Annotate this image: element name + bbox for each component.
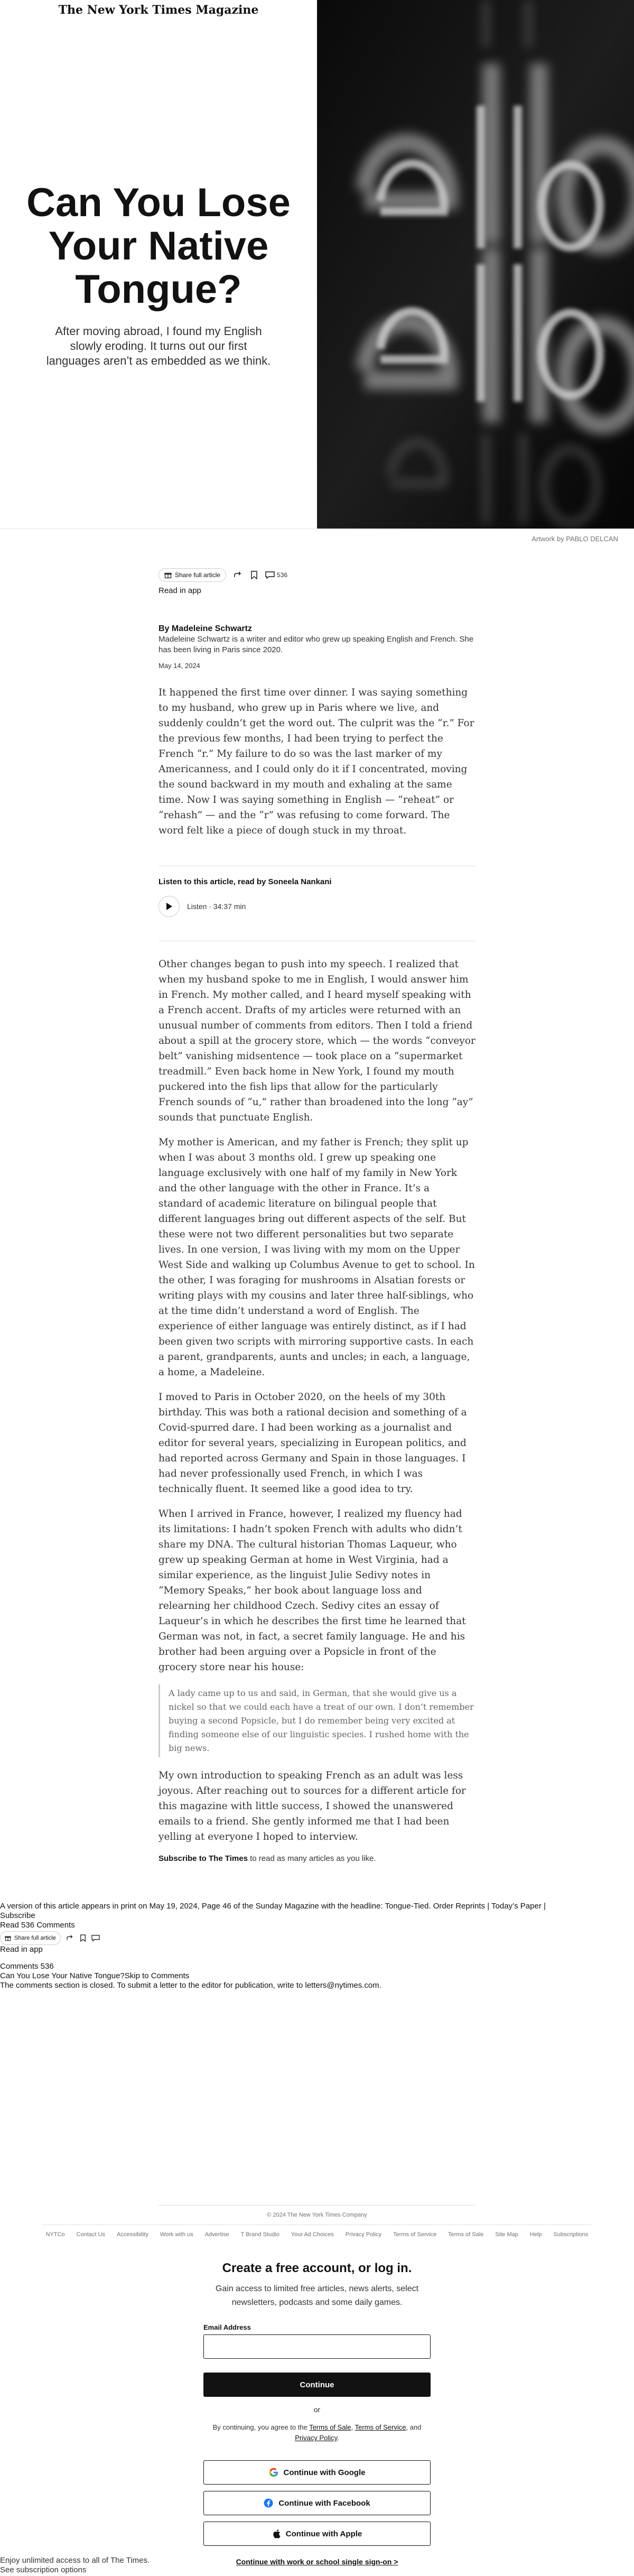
art-credit: Artwork by PABLO DELCAN [532,535,618,543]
footer-link[interactable]: Subscriptions [553,2231,589,2238]
footer-link[interactable]: Privacy Policy [345,2231,382,2238]
share-full-article-button[interactable] [0,1931,61,1945]
email-field[interactable] [203,2334,431,2359]
separator: | [541,1902,546,1911]
or-separator: or [313,2405,321,2414]
continue-with-facebook-button[interactable] [203,2491,431,2515]
separator: | [485,1902,492,1911]
footer-link[interactable]: T Brand Studio [240,2231,279,2238]
apple-icon [272,2529,281,2538]
google-label: Continue with Google [283,2468,366,2477]
hero-artwork-image [317,0,634,529]
share-full-article-label: Share full article [14,1935,56,1941]
facebook-icon [264,2498,273,2508]
masthead-logo[interactable]: The New York Times Magazine [58,3,259,17]
and-text: , and [406,2423,422,2431]
continue-with-google-button[interactable] [203,2460,431,2485]
intro [158,685,476,848]
footer-link[interactable]: Work with us [160,2231,193,2238]
paragraph: My mother is American, and my father is French; they split up when I was about 3 months old. I grew up speaking one language exclusively with one half of my family in New York and the other language with the other in France. It’s a standard of academic literature on bilingual people that different languages bring out different aspects of the self. But these were not two different personalities but two separate lives. In one version, I was living with my mom on the Upper West Side and walking up Columbus Avenue to get to school. In the other, I was foraging for mushrooms in Alsatian forests or writing plays with my cousins and later three half-siblings, who at the time didn’t understand a word of English. The experience of either language was entirely distinct, as if I had been given two scripts with mirroring supportive casts. In each a parent, grandparents, aunts and uncles; in each, a language, a home, a Madeleine. [158,1137,475,1378]
paragraph: I moved to Paris in October 2020, on the heels of my 30th birthday. This was both a rational decision and something of a Covid-spurred dare. I had been working as a journalist and editor for several years, specializing in European politics, and had reported across Germany and Spain in those languages. I had never professionally used French, in which I was technically fluent. It seemed like a good idea to try. [158,1392,467,1495]
subscribe-link[interactable]: Subscribe [0,1911,35,1920]
comments-heading: Comments 536 [0,1962,54,1971]
order-reprints-link[interactable]: Order Reprints [433,1902,486,1911]
play-icon [165,902,173,911]
article-title-link[interactable]: Can You Lose Your Native Tongue? [0,1971,125,1980]
privacy-policy-link[interactable]: Privacy Policy [295,2434,338,2442]
apple-label: Continue with Apple [285,2529,362,2538]
byline [158,624,476,671]
paragraph: It happened the first time over dinner. I was saying something to my husband, who grew up in Paris where we live, and suddenly couldn’t get the word out. The culprit was the “r.” For the previous few months, I had been trying to perfect the French “r.” My failure to do so was the last marker of my Americanness, and I could only do it if I concentrated, moving the sound backward in my mouth and exhaling at the same time. Now I was saying something in English — “reheat” or “rehash” — and the “r” was refusing to come forward. The word felt like a piece of dough stuck in my throat. [158,687,474,836]
footer-link[interactable]: Terms of Service [393,2231,437,2238]
footer-divider [158,2205,476,2206]
article-body [158,957,476,1863]
bookmark-icon[interactable] [80,1934,86,1942]
footer-link[interactable]: Your Ad Choices [291,2231,334,2238]
read-in-app-link[interactable]: Read in app [158,586,201,595]
continue-button[interactable]: Continue [203,2373,431,2397]
share-icon [234,571,243,579]
terms-prefix: By continuing, you agree to the [212,2423,310,2431]
skip-to-comments-link[interactable]: Skip to Comments [124,1971,190,1980]
comments-closed-text: The comments section is closed. To submit a letter to the editor for publication, write to [0,1981,305,1990]
footer-link[interactable]: Accessibility [117,2231,148,2238]
footer-links [0,2231,634,2238]
subscription-options-link[interactable]: See subscription options [0,2565,87,2574]
period: . [379,1981,381,1990]
save-button[interactable] [250,571,258,579]
login-subtitle: Gain access to limited free articles, news alerts, select newsletters, podcasts and some daily games. [215,2284,419,2307]
footer-link[interactable]: Help [529,2231,542,2238]
share-icon[interactable] [66,1934,74,1942]
comment-icon[interactable] [91,1934,100,1942]
author-name[interactable]: By Madeleine Schwartz [158,624,252,633]
subscribe-line [158,1854,476,1863]
share-button[interactable] [234,571,243,579]
gift-icon [164,571,172,579]
email-label: Email Address [203,2323,251,2331]
read-comments-link[interactable]: Read 536 Comments [0,1921,75,1930]
publish-date: May 14, 2024 [158,662,200,670]
comma: , [351,2423,355,2431]
paragraph: My own introduction to speaking French as an adult was less joyous. After reaching out to sources for a different article for this magazine with little success, I showed the unanswered emails to a friend. She gently informed me that I had been yelling at everyone I hoped to interview. [158,1770,466,1842]
copyright: © 2024 The New York Times Company [267,2212,367,2218]
subscription-offer [0,2556,150,2575]
period: . [337,2434,339,2442]
footer-link[interactable]: NYTCo [45,2231,65,2238]
article-toolbar [158,568,476,595]
comment-icon [265,571,275,579]
audio-player [158,877,476,917]
letters-email-link[interactable]: letters@nytimes.com [305,1981,379,1990]
headline: Can You Lose Your Native Tongue? [26,180,291,312]
audio-title: Listen to this article, read by Soneela Nankani [158,877,332,886]
terms-text [203,2422,431,2443]
subscribe-line-text: to read as many articles as you like. [247,1854,376,1863]
hero-artwork [317,0,634,529]
footer-link[interactable]: Terms of Sale [448,2231,484,2238]
footer-link[interactable]: Site Map [495,2231,518,2238]
todays-paper-link[interactable]: Today’s Paper [491,1902,542,1911]
facebook-label: Continue with Facebook [278,2498,370,2508]
comments-button[interactable] [265,571,287,579]
subscribe-link[interactable]: Subscribe to The Times [158,1854,248,1863]
paragraph: When I arrived in France, however, I realized my fluency had its limitations: I hadn’t spoken French with adults who didn’t share my DNA. The cultural historian Thomas Laqueur, who grew up speaking German at home in West Virginia, had a similar experience, as the linguist Julie Sedivy notes in “Memory Speaks,” her book about language loss and relearning her childhood Czech. Sedivy cites an essay of Laqueur’s in which he describes the first time he learned that German was not, in fact, a secret family language. He and his brother had been arguing over a Popsicle in front of the grocery store near his house: [158,1508,466,1673]
share-full-article-button[interactable] [158,568,226,582]
footer-link[interactable]: Contact Us [76,2231,106,2238]
site-footer [0,2205,634,2238]
gift-icon [5,1935,11,1941]
share-full-article-label: Share full article [175,571,221,579]
print-info-text: A version of this article appears in print on May 19, 2024, Page 46 of the Sunday Magazine with the headline: Tongue-Tied. [0,1902,431,1911]
print-info [0,1902,634,1990]
continue-with-apple-button[interactable] [203,2522,431,2546]
footer-link[interactable]: Advertise [204,2231,229,2238]
author-bio: Madeleine Schwartz is a writer and editor who grew up speaking English and French. She has been living in Paris since 2020. [158,635,474,654]
read-in-app-link[interactable]: Read in app [0,1945,43,1954]
bookmark-icon [250,571,258,579]
login-panel [203,2261,431,2566]
login-title: Create a free account, or log in. [222,2261,412,2275]
terms-of-service-link[interactable]: Terms of Service [355,2423,406,2431]
offer-text: Enjoy unlimited access to all of The Times. [0,2556,150,2565]
google-icon [269,2468,278,2477]
blockquote: A lady came up to us and said, in German, that she would give us a nickel so that we could each have a treat of our own. I don’t remember buying a second Popsicle, but I do remember being very excited at finding someone else of our linguistic species. I rushed home with the big news. [158,1684,476,1757]
hero-text [0,21,317,529]
summary: After moving abroad, I found my English slowly eroding. It turns out our first languages aren’t as embedded as we think. [46,325,271,367]
masthead[interactable] [0,0,317,21]
audio-duration: Listen · 34:37 min [187,902,246,911]
comments-count: 536 [277,571,288,579]
play-button[interactable] [158,896,180,917]
sso-link[interactable]: Continue with work or school single sign-on > [236,2558,398,2566]
terms-of-sale-link[interactable]: Terms of Sale [309,2423,351,2431]
paragraph: Other changes began to push into my speech. I realized that when my husband spoke to me in English, I would answer him in French. My mother called, and I heard myself speaking with a French accent. Drafts of my articles were returned with an unusual number of comments from editors. Then I told a friend about a spill at the grocery store, which — the words “conveyor belt” vanishing midsentence — took place on a “supermarket treadmill.” Even back home in New York, I found my mouth puckered into the fish lips that allow for the particularly French sounds of “u,” rather than broadened into the long “ay” sounds that punctuate English. [158,959,476,1123]
